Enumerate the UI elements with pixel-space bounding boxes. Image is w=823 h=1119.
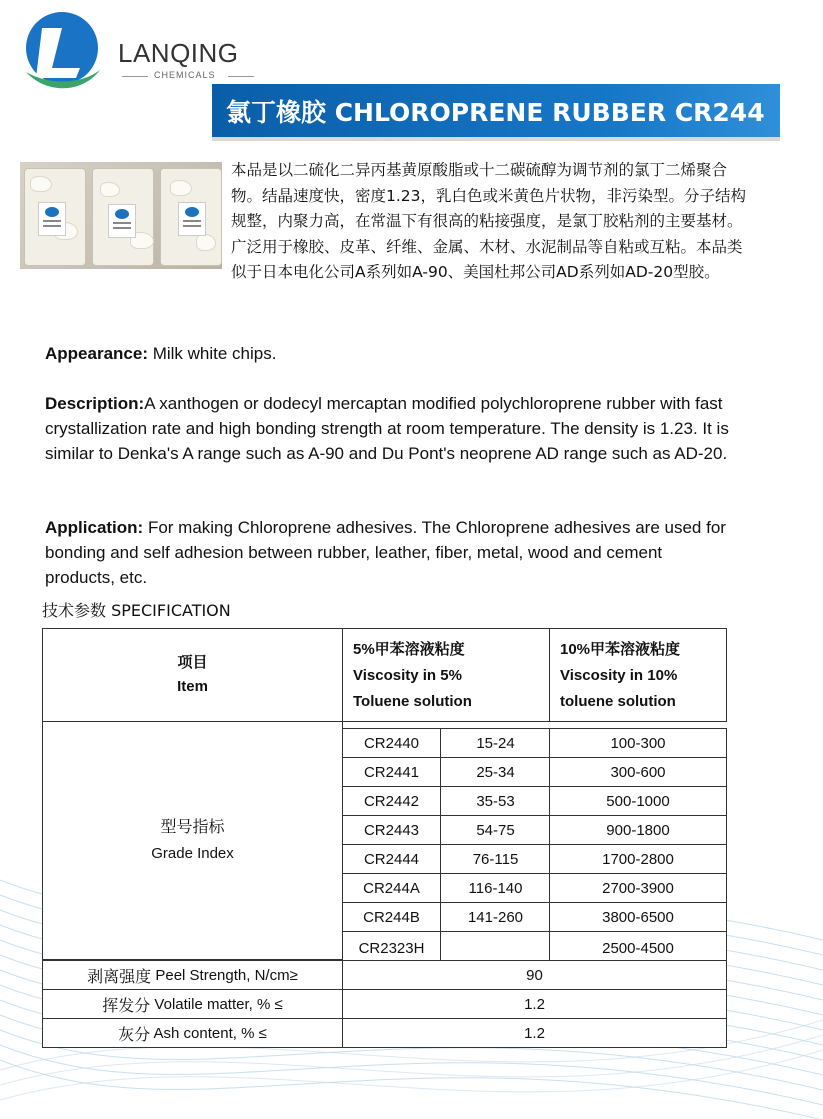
intro-chinese: 本品是以二硫化二异丙基黄原酸脂或十二碳硫醇为调节剂的氯丁二烯聚合物。结晶速度快，密度1.23，乳白色或米黄色片状物，非污染型。分子结构规整，内聚力高，在常温下有很高的粘接强度，是氯丁胶粘剂的主要基材。广泛用于橡胶、皮革、纤维、金属、木材、水泥制品等自粘或互粘。本品类似于日本电化公司A系列如A-90、美国杜邦公司AD系列如AD-20型胶。 bbox=[231, 161, 747, 281]
lanqing-logo-icon bbox=[22, 10, 102, 90]
header-v5-en1: Viscosity in 5% bbox=[353, 667, 462, 684]
viscosity-5-cell: 141-260 bbox=[440, 902, 551, 932]
header-item bbox=[42, 628, 343, 722]
grade-cell: CR2443 bbox=[342, 815, 441, 845]
property-value: 1.2 bbox=[342, 1018, 727, 1048]
page-title: 氯丁橡胶 CHLOROPRENE RUBBER CR244 bbox=[226, 98, 765, 127]
header-v5-cn: 5%甲苯溶液粘度 bbox=[353, 641, 465, 658]
logo-wordmark: LANQING bbox=[118, 38, 239, 68]
viscosity-5-cell: 15-24 bbox=[440, 728, 551, 758]
grade-cell: CR244A bbox=[342, 873, 441, 903]
application-paragraph bbox=[45, 515, 735, 590]
logo-divider-left bbox=[122, 76, 148, 77]
rubber-chip bbox=[170, 180, 192, 196]
header-item-cn: 项目 bbox=[177, 654, 208, 671]
appearance-label: Appearance: bbox=[45, 344, 148, 363]
grade-index-en: Grade Index bbox=[151, 844, 234, 862]
header-item-en: Item bbox=[177, 678, 208, 695]
logo-subtitle: CHEMICALS bbox=[154, 70, 216, 80]
property-label bbox=[42, 989, 343, 1019]
grade-cell: CR2442 bbox=[342, 786, 441, 816]
property-label-en: Volatile matter, % ≤ bbox=[150, 995, 283, 1013]
header-v10-en2: toluene solution bbox=[560, 693, 676, 710]
property-value: 90 bbox=[342, 960, 727, 990]
grade-cell: CR2440 bbox=[342, 728, 441, 758]
viscosity-5-cell: 35-53 bbox=[440, 786, 551, 816]
viscosity-10-cell: 2700-3900 bbox=[549, 873, 727, 903]
bag-label bbox=[178, 202, 206, 236]
viscosity-10-cell: 1700-2800 bbox=[549, 844, 727, 874]
viscosity-10-cell: 500-1000 bbox=[549, 786, 727, 816]
viscosity-5-cell: 116-140 bbox=[440, 873, 551, 903]
grade-cell: CR244B bbox=[342, 902, 441, 932]
description-label: Description: bbox=[45, 394, 145, 413]
property-value: 1.2 bbox=[342, 989, 727, 1019]
title-banner bbox=[212, 84, 780, 141]
grade-index-label bbox=[42, 721, 343, 960]
header-v5-en2: Toluene solution bbox=[353, 693, 472, 710]
grade-cell: CR2444 bbox=[342, 844, 441, 874]
rubber-chip bbox=[196, 234, 216, 251]
bag-label bbox=[108, 204, 136, 238]
grade-index-cn: 型号指标 bbox=[160, 818, 225, 836]
application-text: For making Chloroprene adhesives. The Chloroprene adhesives are used for bonding and self adhesion between rubber, leather, fiber, metal, wood and cement products, etc. bbox=[45, 518, 726, 587]
property-label-cn: 剥离强度 bbox=[87, 968, 152, 986]
description-text: A xanthogen or dodecyl mercaptan modified polychloroprene rubber with fast crystallization rate and high bonding strength at room temperature. The density is 1.23. It is similar to Denka's A range such as A-90 and Du Pont's neoprene AD range such as AD-20. bbox=[45, 394, 729, 463]
grade-cell: CR2441 bbox=[342, 757, 441, 787]
viscosity-10-cell: 300-600 bbox=[549, 757, 727, 787]
property-label-cn: 挥发分 bbox=[102, 997, 151, 1015]
property-label-en: Ash content, % ≤ bbox=[150, 1024, 267, 1042]
viscosity-10-cell: 2500-4500 bbox=[549, 931, 727, 965]
header-v10-en1: Viscosity in 10% bbox=[560, 667, 678, 684]
rubber-chip bbox=[100, 182, 120, 197]
viscosity-5-cell: 76-115 bbox=[440, 844, 551, 874]
property-label-en: Peel Strength, N/cm≥ bbox=[151, 966, 298, 984]
header-viscosity-5 bbox=[342, 628, 550, 722]
header-viscosity-10 bbox=[549, 628, 727, 722]
company-logo bbox=[22, 10, 252, 90]
viscosity-10-cell: 900-1800 bbox=[549, 815, 727, 845]
viscosity-10-cell: 100-300 bbox=[549, 728, 727, 758]
grade-cell: CR2323H bbox=[342, 931, 441, 965]
product-photo bbox=[20, 162, 222, 269]
appearance-paragraph bbox=[45, 341, 735, 366]
rubber-chip bbox=[30, 176, 52, 192]
description-paragraph bbox=[45, 391, 735, 466]
spec-title: 技术参数 SPECIFICATION bbox=[42, 601, 231, 620]
property-label bbox=[42, 960, 343, 990]
viscosity-5-cell: 25-34 bbox=[440, 757, 551, 787]
application-label: Application: bbox=[45, 518, 144, 537]
appearance-text: Milk white chips. bbox=[147, 344, 277, 363]
logo-divider-right bbox=[228, 76, 254, 77]
viscosity-10-cell: 3800-6500 bbox=[549, 902, 727, 932]
header-v10-cn: 10%甲苯溶液粘度 bbox=[560, 641, 681, 658]
viscosity-5-cell: 54-75 bbox=[440, 815, 551, 845]
property-label bbox=[42, 1018, 343, 1048]
bag-label bbox=[38, 202, 66, 236]
property-label-cn: 灰分 bbox=[118, 1026, 151, 1044]
